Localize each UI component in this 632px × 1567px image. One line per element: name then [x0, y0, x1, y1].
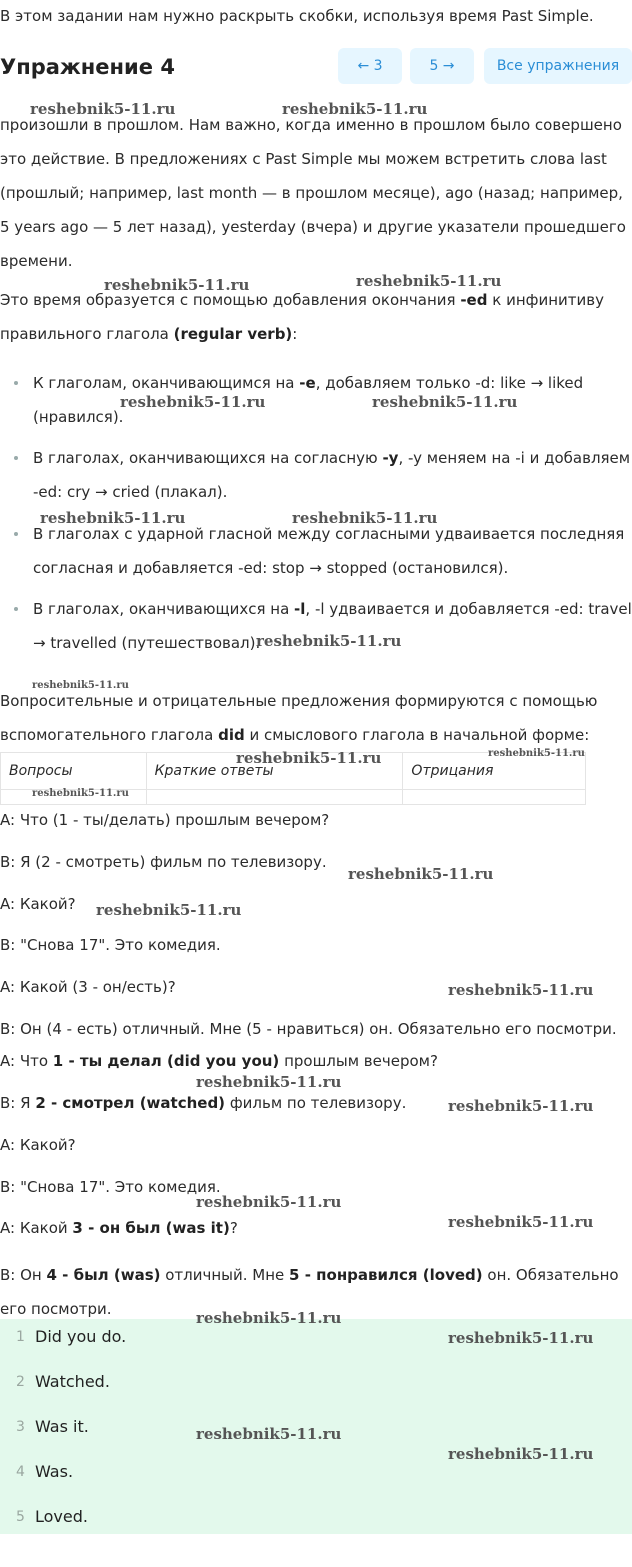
bullet-dot — [14, 607, 18, 611]
watermark: reshebnik5-11.ru — [282, 100, 428, 118]
watermark: reshebnik5-11.ru — [372, 393, 518, 411]
watermark: reshebnik5-11.ru — [448, 1445, 594, 1463]
answer-text: Was. — [35, 1462, 74, 1481]
bullet-text: , -y меняем на -i и добавляем -ed: cry → cried (плакал). — [33, 449, 631, 501]
p3-did: did — [218, 726, 245, 744]
watermark: reshebnik5-11.ru — [292, 509, 438, 527]
task-line: B: Я (2 - смотреть) фильм по телевизору. — [0, 853, 327, 871]
answer-number: 2 — [16, 1374, 25, 1390]
watermark: reshebnik5-11.ru — [448, 1213, 594, 1231]
theory-paragraph-3 — [0, 684, 632, 752]
bullet-dot — [14, 381, 18, 385]
solution-text: B: Я — [0, 1094, 36, 1112]
theory-paragraph-2 — [0, 283, 632, 351]
solution-text: прошлым вечером? — [279, 1052, 438, 1070]
exercise-title: Упражнение 4 — [0, 55, 175, 79]
answer-item — [0, 1367, 632, 1397]
p2-colon: : — [292, 325, 298, 343]
solution-answer: 1 - ты делал (did you you) — [52, 1052, 280, 1070]
solution-text: ? — [229, 1219, 238, 1237]
all-exercises-button[interactable]: Все упражнения — [484, 48, 632, 84]
watermark: reshebnik5-11.ru — [256, 632, 402, 650]
watermark: reshebnik5-11.ru — [448, 1097, 594, 1115]
solution-answer: 4 - был (was) — [46, 1266, 161, 1284]
answer-number: 1 — [16, 1329, 25, 1345]
watermark: reshebnik5-11.ru — [448, 1329, 594, 1347]
bullet-text: К глаголам, оканчивающимся на — [33, 374, 300, 392]
p2-regular-verb: (regular verb) — [173, 325, 293, 343]
solution-answer: 3 - он был (was it) — [72, 1219, 230, 1237]
solution-line-5 — [0, 1216, 238, 1240]
bullet-dot — [14, 456, 18, 460]
bullet-text: В глаголах, оканчивающихся на согласную — [33, 449, 383, 467]
solution-text: A: Какой — [0, 1219, 73, 1237]
next-exercise-button[interactable]: 5 → — [410, 48, 474, 84]
theory-p1-text: произошли в прошлом. Нам важно, когда именно в прошлом было совершено это действие. В предложениях с Past Simple мы можем встретить слова last (прошлый; например, last month — в прошлом месяце), ago (назад; например, 5 years ago — 5 лет назад), yesterday (вчера) и другие указатели прошедшего времени. — [0, 116, 626, 270]
solution-answer: 2 - смотрел (watched) — [35, 1094, 226, 1112]
solution-line-1 — [0, 1049, 438, 1073]
solution-text: он. Обязательно его посмотри. — [0, 1266, 619, 1318]
answer-number: 5 — [16, 1509, 25, 1525]
theory-paragraph-1 — [0, 108, 632, 278]
solution-line-4: B: "Снова 17". Это комедия. — [0, 1178, 221, 1196]
p2-text-a: Это время образуется с помощью добавления окончания — [0, 291, 461, 309]
watermark: reshebnik5-11.ru — [32, 680, 129, 691]
solution-text: A: Что — [0, 1052, 53, 1070]
bullet-dot — [14, 532, 18, 536]
watermark: reshebnik5-11.ru — [120, 393, 266, 411]
task-line: B: Он (4 - есть) отличный. Мне (5 - нравиться) он. Обязательно его посмотри. — [0, 1020, 617, 1038]
watermark: reshebnik5-11.ru — [96, 901, 242, 919]
watermark: reshebnik5-11.ru — [196, 1425, 342, 1443]
answer-text: Was it. — [35, 1417, 89, 1436]
task-line: B: "Снова 17". Это комедия. — [0, 936, 221, 954]
answer-text: Did you do. — [35, 1327, 127, 1346]
solution-text: фильм по телевизору. — [225, 1094, 407, 1112]
watermark: reshebnik5-11.ru — [236, 749, 382, 767]
bullet-text: , добавляем только -d: like → liked (нравился). — [33, 374, 584, 426]
answer-text: Watched. — [35, 1372, 110, 1391]
watermark: reshebnik5-11.ru — [40, 509, 186, 527]
answer-item — [0, 1502, 632, 1532]
answer-number: 3 — [16, 1419, 25, 1435]
solution-text: отличный. Мне — [160, 1266, 290, 1284]
table-header-questions: Вопросы — [1, 753, 147, 790]
bullet-bold: -y — [382, 449, 399, 467]
prev-exercise-button[interactable]: ← 3 — [338, 48, 402, 84]
bullet-bold: -e — [299, 374, 316, 392]
solution-answer: 5 - понравился (loved) — [289, 1266, 483, 1284]
task-line: A: Что (1 - ты/делать) прошлым вечером? — [0, 811, 330, 829]
exercise-header — [0, 48, 632, 88]
bullet-text: В глаголах с ударной гласной между согласными удваивается последняя согласная и добавляется -ed: stop → stopped (остановился). — [33, 525, 625, 577]
p3-text-a: Вопросительные и отрицательные предложения формируются с помощью вспомогательного глагола — [0, 692, 598, 744]
solution-line-3: A: Какой? — [0, 1136, 76, 1154]
table-header-short-answers: Краткие ответы — [146, 753, 403, 790]
p3-text-c: и смыслового глагола в начальной форме: — [244, 726, 590, 744]
watermark: reshebnik5-11.ru — [30, 100, 176, 118]
task-line: A: Какой (3 - он/есть)? — [0, 978, 176, 996]
bullet-text: , -l удваивается и добавляется -ed: travel → travelled (путешествовал). — [33, 600, 632, 652]
p2-ending-ed: -ed — [460, 291, 488, 309]
watermark: reshebnik5-11.ru — [196, 1073, 342, 1091]
watermark: reshebnik5-11.ru — [488, 748, 585, 759]
solution-line-2 — [0, 1091, 406, 1115]
watermark: reshebnik5-11.ru — [348, 865, 494, 883]
bullet-text: В глаголах, оканчивающихся на — [33, 600, 295, 618]
watermark: reshebnik5-11.ru — [448, 981, 594, 999]
watermark: reshebnik5-11.ru — [196, 1193, 342, 1211]
bullet-bold: -l — [294, 600, 306, 618]
watermark: reshebnik5-11.ru — [104, 276, 250, 294]
answer-text: Loved. — [35, 1507, 88, 1526]
task-line: A: Какой? — [0, 895, 76, 913]
table-cell — [146, 790, 403, 805]
intro-text: В этом задании нам нужно раскрыть скобки, используя время Past Simple. — [0, 7, 594, 25]
answer-number: 4 — [16, 1464, 25, 1480]
table-cell — [403, 790, 586, 805]
table-header-negations: Отрицания — [403, 753, 586, 790]
watermark: reshebnik5-11.ru — [32, 788, 129, 799]
watermark: reshebnik5-11.ru — [356, 272, 502, 290]
p2-text-c: к инфинитиву правильного глагола — [0, 291, 604, 343]
solution-text: B: Он — [0, 1266, 47, 1284]
watermark: reshebnik5-11.ru — [196, 1309, 342, 1327]
